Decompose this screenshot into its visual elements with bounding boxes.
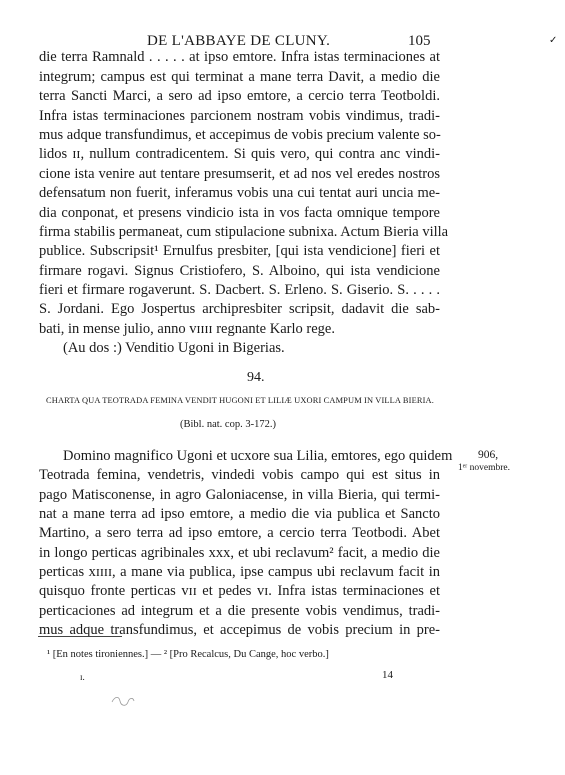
signature-mark-right: 14: [382, 669, 393, 681]
text-line: cione ista venire aut tentare presumserit, et ad nos vel eredes nostros: [39, 166, 440, 182]
endorsement-line: (Au dos :) Venditio Ugoni in Bigerias.: [63, 340, 285, 356]
text-line: firmare rogavi. Signus Cristiofero, S. Alboino, qui ista vendicione: [39, 263, 440, 279]
text-line: mus adque transfundimus, et accepimus de vobis precium in pre-: [39, 622, 440, 638]
source-reference: (Bibl. nat. cop. 3-172.): [180, 419, 276, 430]
text-line: perticas xɪɪɪɪ, a mane via publica, ipse campus ubi reclavum facit in: [39, 564, 440, 580]
text-line: dia conponat, et presens vindicio ista in vos facta omnique tempore: [39, 205, 440, 221]
text-line: Teotrada femina, vendetris, vindedi vobis campo qui est situs in: [39, 467, 440, 483]
pencil-scribble-icon: [110, 693, 136, 709]
text-line: mus adque transfundimus, et accepimus de vobis precium valente so-: [39, 127, 441, 143]
text-line: defensatum non fuerit, inferamus vobis una cui tentat auri uncia me-: [39, 185, 440, 201]
text-line: perticaciones ad integrum et a die presente vobis vendimus, tradi-: [39, 603, 440, 619]
running-title: DE L'ABBAYE DE CLUNY.: [147, 33, 331, 49]
page-number: 105: [408, 33, 431, 49]
text-line: integrum; campus est qui terminat a mane terra Davit, a medio die: [39, 69, 440, 85]
signature-mark-left: ɪ.: [80, 672, 85, 682]
text-line: in longo perticas agribinales xxx, et ubi reclavum² facit, a medio die: [39, 545, 440, 561]
text-line: bati, in mense julio, anno ᴠɪɪɪɪ regnante Karlo rege.: [39, 321, 335, 337]
text-line: quisquo fronte perticas vɪɪ et pedes vɪ. Infra istas terminaciones et: [39, 583, 440, 599]
text-line: terra Sancti Marci, a sero ad ipso emtore, a cercio terra Teotboldi.: [39, 88, 440, 104]
text-line: Domino magnifico Ugoni et ucxore sua Lilia, emtores, ego quidem: [63, 448, 453, 464]
text-line: lidos ɪɪ, nullum contradicentem. Si quis vero, qui contra anc vindi-: [39, 146, 440, 162]
text-line: publice. Subscripsit¹ Ernulfus presbiter, [qui ista vendicione] fieri et: [39, 243, 440, 259]
charter-number: 94.: [247, 370, 265, 385]
text-line: Martino, a sero terra ad ipso emtore, a cercio terra Teotbodi. Abet: [39, 525, 440, 541]
text-line: fieri et firmare rogaverunt. S. Dacbert. S. Erleno. S. Giserio. S. . . . .: [39, 282, 440, 298]
text-line: firma stabilis permaneat, cum stipulacione subnixa. Actum Bieria villa: [39, 224, 449, 240]
margin-date-year: 906,: [478, 449, 499, 461]
corner-mark: ✓: [549, 35, 558, 46]
footnotes: ¹ [En notes tironiennes.] — ² [Pro Recalcus, Du Cange, hoc verbo.]: [47, 649, 329, 660]
footnote-rule: [38, 636, 122, 637]
text-line: die terra Ramnald . . . . . at ipso emtore. Infra istas terminaciones at: [39, 49, 440, 65]
charter-title: CHARTA QUA TEOTRADA FEMINA VENDIT HUGONI ET LILIÆ UXORI CAMPUM IN VILLA BIERIA.: [46, 396, 434, 405]
text-line: pago Matisconense, in agro Galoniacense, in villa Bieria, qui termi-: [39, 487, 440, 503]
margin-date-day: 1ᵉʳ novembre.: [458, 463, 510, 473]
text-line: nat a mane terra ad ipso emtore, a medio die via publica et Sancto: [39, 506, 440, 522]
text-line: S. Jordani. Ego Jospertus archipresbiter scripsit, dadavit die sab-: [39, 301, 440, 317]
text-line: Infra istas terminaciones parcionem nostram vobis vindimus, tradi-: [39, 108, 440, 124]
